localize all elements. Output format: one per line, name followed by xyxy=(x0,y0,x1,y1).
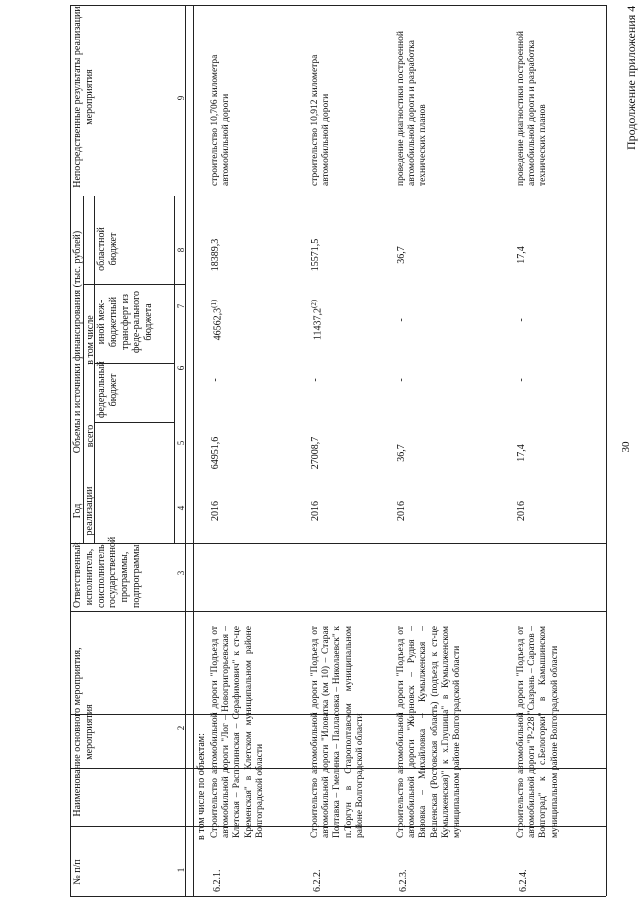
appendix-caption: Продолжение приложения 4 xyxy=(624,5,638,150)
header-reg: областной бюджет xyxy=(96,227,119,271)
colnum-8: 8 xyxy=(176,247,186,253)
row-reg: 18389,3 xyxy=(210,238,221,272)
row-num: 6.2.2. xyxy=(312,869,323,892)
row-result: проведение диагностики построенной автомобильной дороги и разработка технических планов xyxy=(396,31,429,186)
row-num: 6.2.4. xyxy=(518,869,529,892)
colnum-6: 6 xyxy=(176,365,186,371)
row-num: 6.2.1. xyxy=(212,869,223,892)
row-year: 2016 xyxy=(516,501,527,521)
header-year: Год реализации xyxy=(72,486,95,536)
row-result: строительство 10,706 километра автомобильной дороги xyxy=(210,54,232,186)
colnum-4: 4 xyxy=(176,505,186,511)
row-name: Строительство автомобильной дороги "Подъезд от автомобильной дороги "Р-228 "Сызрань – Саратов – Волгоград" к с.Белогорки" в Камышинском муниципальном районе Волгоградской области xyxy=(516,626,560,838)
row-fed: - xyxy=(396,378,407,382)
colnum-7: 7 xyxy=(176,303,186,309)
row-reg: 15571,5 xyxy=(310,238,321,272)
colnum-3: 3 xyxy=(176,570,186,576)
colnum-5: 5 xyxy=(176,440,186,446)
row-year: 2016 xyxy=(396,501,407,521)
header-incl: в том числе xyxy=(85,315,96,365)
row-inter: - xyxy=(516,318,527,322)
page-number: 30 xyxy=(620,441,632,453)
header-total: всего xyxy=(85,424,96,448)
header-inter: иной меж-бюджетный трансферт из феде-рального бюджета xyxy=(96,291,155,353)
row-fed: - xyxy=(210,378,221,382)
row-total: 27008,7 xyxy=(310,436,321,470)
subheader: в том числе по объектам: xyxy=(196,733,207,840)
row-total: 36,7 xyxy=(396,444,407,462)
row-total: 64951,6 xyxy=(210,436,221,470)
row-fed: - xyxy=(310,378,321,382)
row-num: 6.2.3. xyxy=(398,869,409,892)
row-inter: 46562,3$^{(1)}$ xyxy=(210,299,224,341)
row-inter: - xyxy=(396,318,407,322)
row-reg: 17,4 xyxy=(516,246,527,264)
row-name: Строительство автомобильной дороги "Подъезд от автомобильной дороги "Жирновск – Рудня – Вязовка – Михайловка – Кумылженская – Вешенская (Ростовская область) (подъезд к ст-це Кумылженская)" к х.Глушица" в Кумылженском муниципальном районе Волгоградской области xyxy=(396,626,463,838)
row-inter: 11437,2$^{(2)}$ xyxy=(310,299,324,341)
row-result: проведение диагностики построенной автомобильной дороги и разработка технических планов xyxy=(516,31,549,186)
row-year: 2016 xyxy=(310,501,321,521)
header-num: № п/п xyxy=(72,859,83,885)
header-exec: Ответственный исполнитель, соисполнитель государственной программы, подпрограммы xyxy=(72,536,142,608)
row-total: 17,4 xyxy=(516,444,527,462)
header-result: Непосредственные результаты реализации мероприятия xyxy=(72,6,95,188)
row-result: строительство 10,912 километра автомобильной дороги xyxy=(310,54,332,186)
row-reg: 36,7 xyxy=(396,246,407,264)
header-fed: федеральный бюджет xyxy=(96,361,119,418)
row-name: Строительство автомобильной дороги "Подъезд от автомобильной дороги "Иловатка (км 10) – Старая Полтавка – Гмелинка – Палласовка – Николаевск" к п.Торгун в Старополтавском муниципальном районе Волгоградской области xyxy=(310,626,365,838)
header-name: Наименование основного мероприятия, мероприятия xyxy=(72,647,95,817)
colnum-1: 1 xyxy=(176,867,186,873)
row-fed: - xyxy=(516,378,527,382)
row-year: 2016 xyxy=(210,501,221,521)
colnum-9: 9 xyxy=(176,95,186,101)
header-funding: Объемы и источники финансирования (тыс. рублей) xyxy=(72,230,83,454)
row-name: Строительство автомобильной дороги "Подъезд от автомобильной дороги "Лог – Новогригорьевская – Клетская – Распопинская – Серафимович" к ст-це Кременская" в Клетском муниципальном районе Волгоградской области xyxy=(210,626,265,838)
colnum-2: 2 xyxy=(176,725,186,731)
